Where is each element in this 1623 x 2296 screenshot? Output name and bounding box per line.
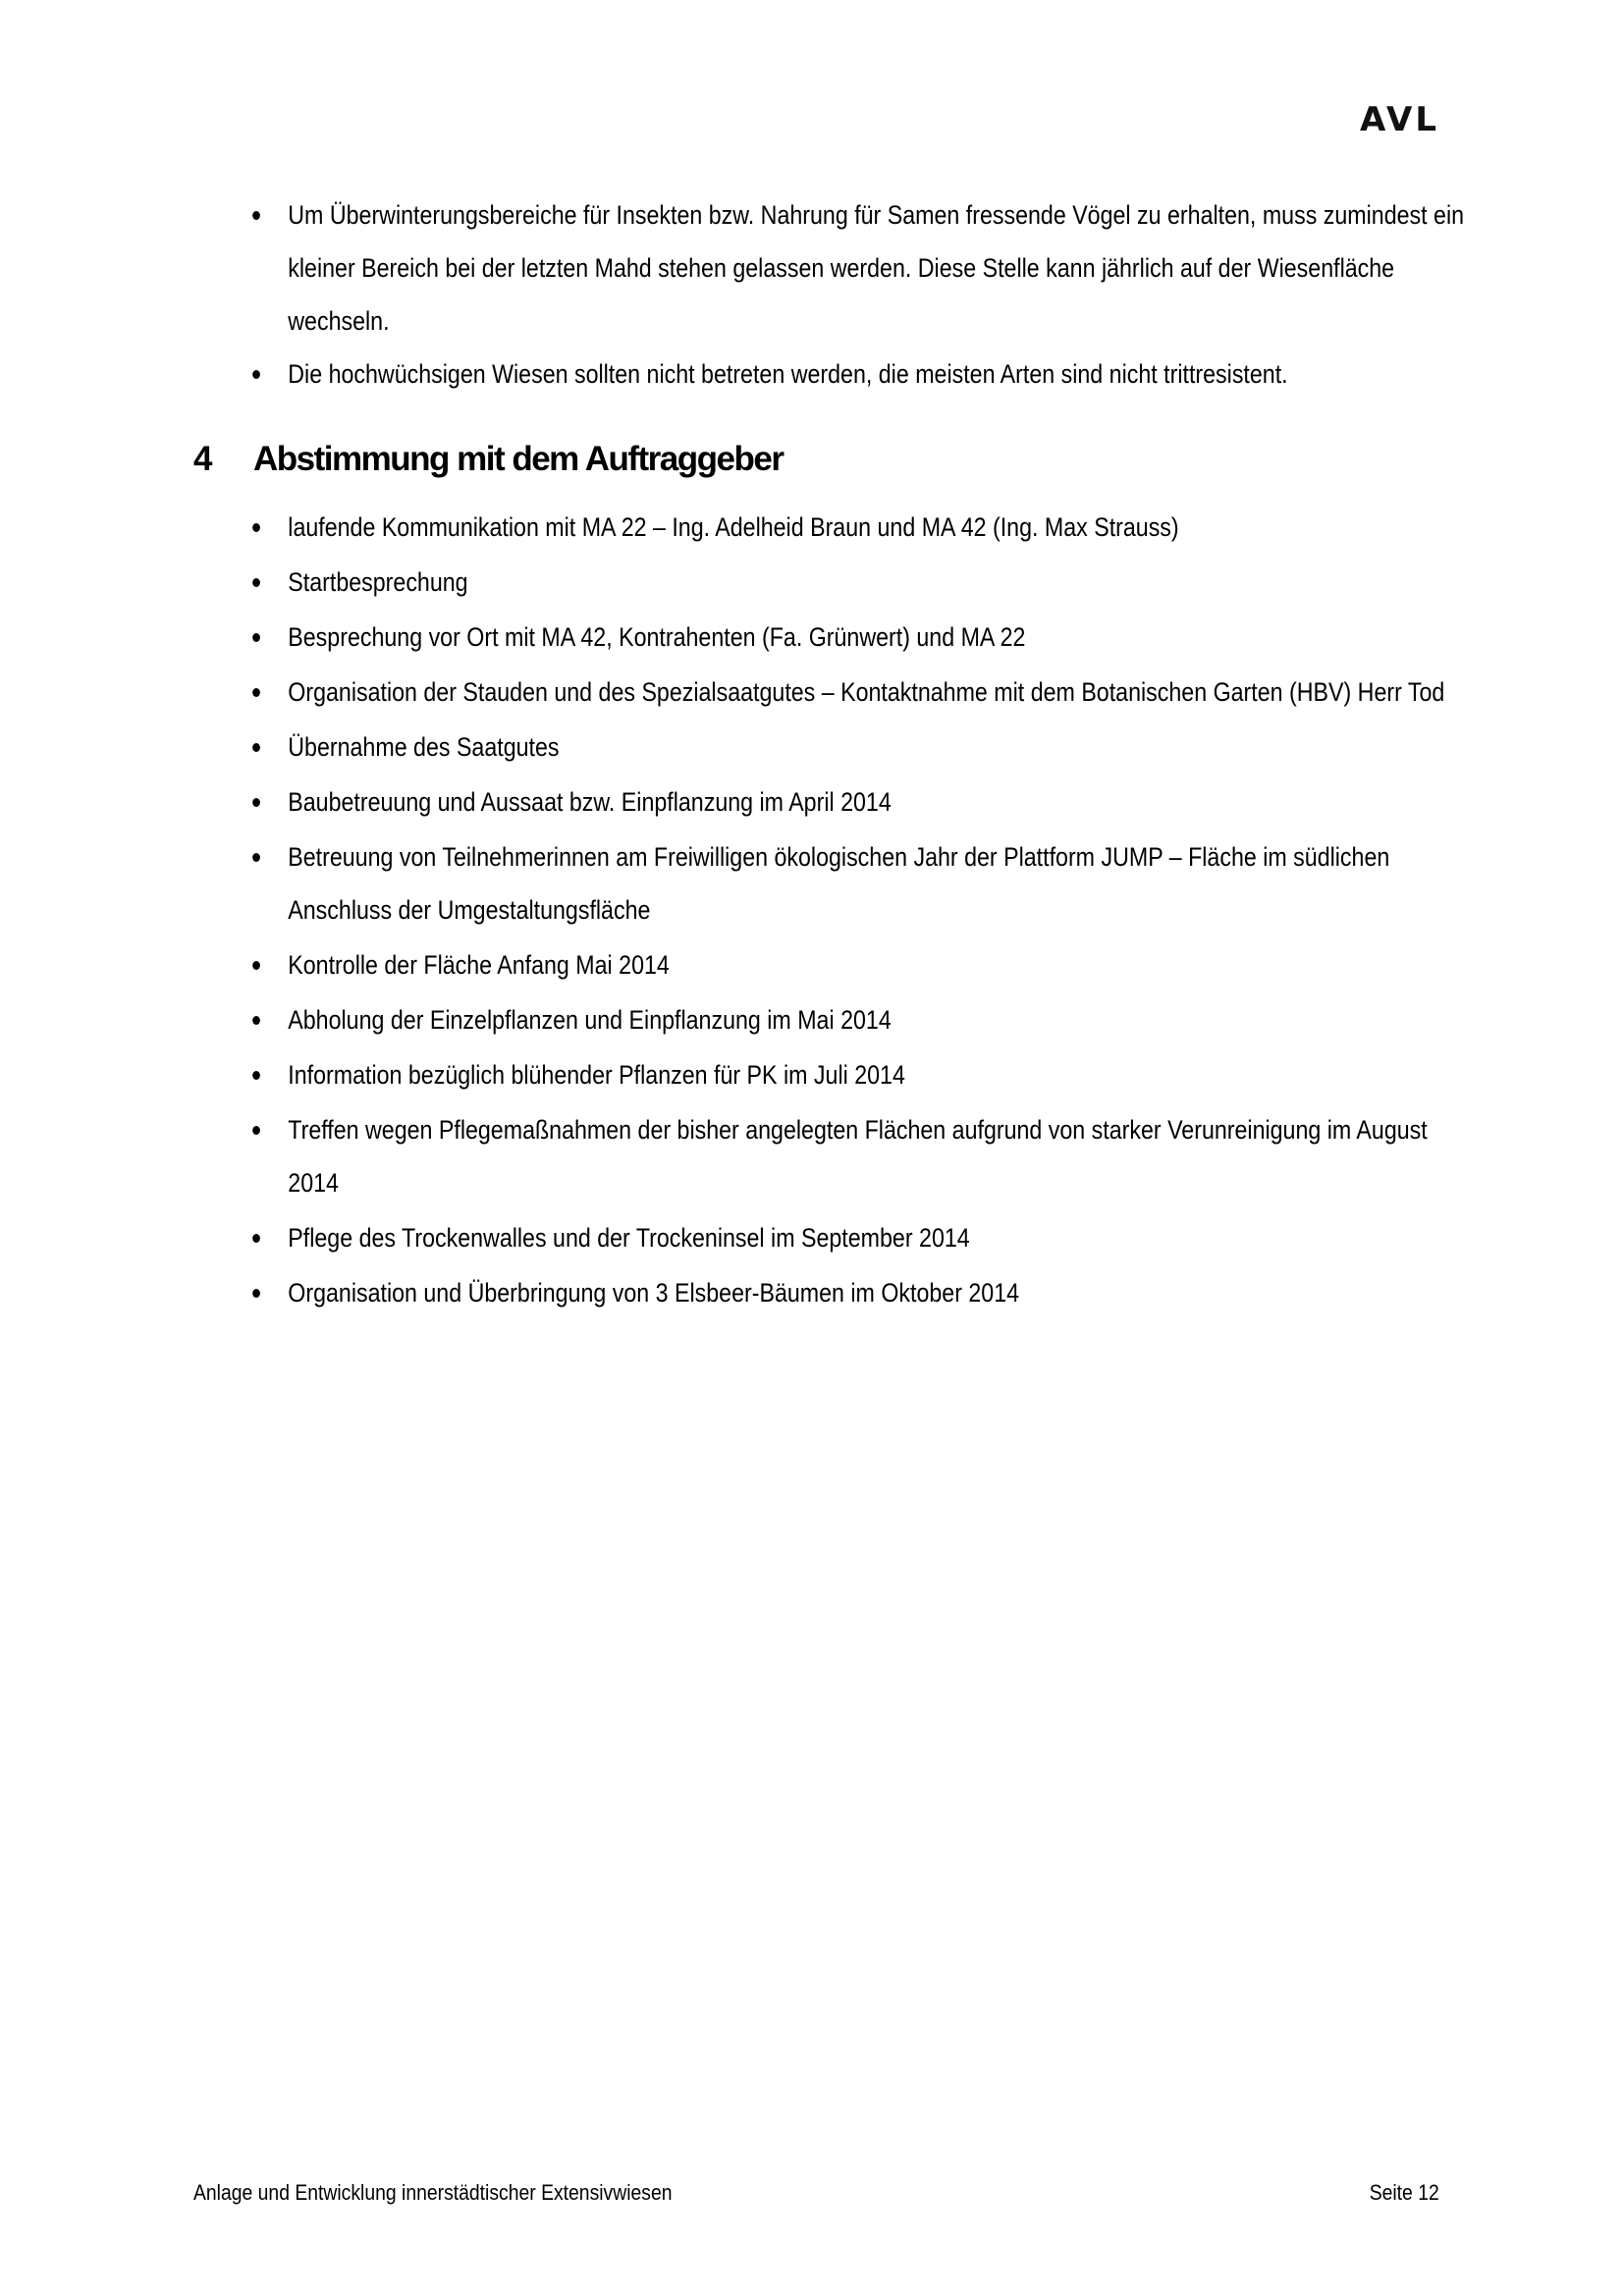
- bullet-icon: [252, 578, 260, 587]
- section-bullet-list: [247, 501, 1445, 1321]
- bullet-icon: [252, 523, 260, 532]
- list-item: [247, 611, 1478, 664]
- company-logo: AVL: [1360, 100, 1439, 139]
- footer-document-title: Anlage und Entwicklung innerstädtischer Extensivwiesen: [193, 2180, 673, 2205]
- list-item-text: Um Überwinterungsbereiche für Insekten bzw. Nahrung für Samen fressende Vögel zu erhalten, muss zumindest ein kleiner Bereich bei der letzten Mahd stehen gelassen werden. Diese Stelle kann jährlich auf der Wiesenfläche wechseln.: [288, 200, 1465, 336]
- list-item: [247, 1211, 1478, 1264]
- bullet-icon: [252, 961, 260, 970]
- list-item-text: Startbesprechung: [288, 567, 468, 597]
- page-footer: [193, 2180, 1439, 2206]
- bullet-icon: [252, 853, 260, 862]
- list-item: [247, 775, 1478, 828]
- list-item-text: Besprechung vor Ort mit MA 42, Kontrahenten (Fa. Grünwert) und MA 22: [288, 622, 1026, 652]
- bullet-icon: [252, 688, 260, 697]
- section-number: 4: [193, 440, 211, 478]
- list-item: [247, 666, 1478, 719]
- list-item-text: Abholung der Einzelpflanzen und Einpflanzung im Mai 2014: [288, 1005, 892, 1035]
- section-title: Abstimmung mit dem Auftraggeber: [253, 440, 784, 478]
- list-item: [247, 347, 1478, 400]
- bullet-icon: [252, 1289, 260, 1298]
- list-item: [247, 721, 1478, 774]
- list-item: [247, 188, 1478, 347]
- bullet-icon: [252, 1126, 260, 1135]
- list-item-text: Die hochwüchsigen Wiesen sollten nicht betreten werden, die meisten Arten sind nicht trittresistent.: [288, 359, 1288, 389]
- bullet-icon: [252, 1071, 260, 1080]
- bullet-icon: [252, 211, 260, 220]
- list-item-text: Organisation und Überbringung von 3 Elsbeer-Bäumen im Oktober 2014: [288, 1278, 1020, 1308]
- bullet-icon: [252, 1016, 260, 1025]
- list-item-text: Kontrolle der Fläche Anfang Mai 2014: [288, 950, 670, 980]
- list-item: [247, 501, 1478, 554]
- bullet-icon: [252, 370, 260, 379]
- section-heading: [193, 440, 783, 479]
- list-item-text: Treffen wegen Pflegemaßnahmen der bisher angelegten Flächen aufgrund von starker Verunreinigung im August 2014: [288, 1115, 1428, 1198]
- bullet-icon: [252, 798, 260, 807]
- list-item: [247, 1048, 1478, 1101]
- list-item: [247, 1103, 1478, 1209]
- list-item-text: laufende Kommunikation mit MA 22 – Ing. Adelheid Braun und MA 42 (Ing. Max Strauss): [288, 512, 1179, 542]
- intro-bullet-list: [247, 188, 1465, 400]
- list-item: [247, 993, 1478, 1046]
- list-item-text: Betreuung von Teilnehmerinnen am Freiwilligen ökologischen Jahr der Plattform JUMP – Fläche im südlichen Anschluss der Umgestaltungsfläche: [288, 842, 1390, 925]
- footer-page-number: Seite 12: [1369, 2180, 1439, 2205]
- list-item: [247, 556, 1478, 609]
- list-item-text: Pflege des Trockenwalles und der Trockeninsel im September 2014: [288, 1223, 970, 1253]
- bullet-icon: [252, 633, 260, 642]
- list-item-text: Organisation der Stauden und des Spezialsaatgutes – Kontaktnahme mit dem Botanischen Garten (HBV) Herr Tod: [288, 677, 1445, 707]
- list-item-text: Übernahme des Saatgutes: [288, 732, 560, 762]
- bullet-icon: [252, 743, 260, 752]
- bullet-icon: [252, 1234, 260, 1243]
- list-item: [247, 830, 1478, 936]
- list-item-text: Information bezüglich blühender Pflanzen für PK im Juli 2014: [288, 1060, 905, 1090]
- list-item-text: Baubetreuung und Aussaat bzw. Einpflanzung im April 2014: [288, 787, 892, 817]
- list-item: [247, 1266, 1478, 1319]
- list-item: [247, 938, 1478, 991]
